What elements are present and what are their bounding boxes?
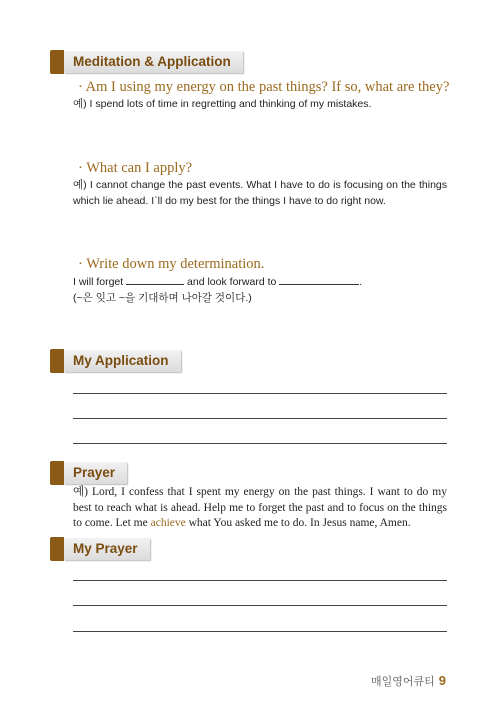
determination-line [73,274,447,290]
section-header-meditation [50,49,243,75]
tab-marker [50,349,64,373]
question-1: · Am I using my energy on the past things? If so, what are they? [78,79,450,95]
determination-text-3: . [359,276,363,288]
question-2: · What can I apply? [78,160,193,176]
section-title: Prayer [64,462,127,484]
prayer-accent-word: achieve [150,517,186,529]
section-header-my-prayer [50,536,150,562]
section-title: My Prayer [64,538,150,560]
page-number: 9 [438,673,446,688]
prayer-text [73,485,447,532]
determination-korean: (~은 잊고 ~을 기대하며 나아갈 것이다.) [73,292,252,304]
blank-forward[interactable] [279,274,359,285]
writing-line[interactable] [73,605,447,606]
tab-marker [50,50,64,74]
section-header-my-application [50,348,181,374]
prayer-text-start: 예) Lord, I confess that I spent my energy on the past things. I want to do my best to reach what is ahead. Help me to forget the past and to focus on the things to come. Let me [73,486,447,529]
writing-line[interactable] [73,393,447,394]
prayer-text-end: what You asked me to do. In Jesus name, Amen. [188,517,411,529]
section-header-prayer [50,460,127,486]
writing-line[interactable] [73,580,447,581]
answer-1: 예) I spend lots of time in regretting and thinking of my mistakes. [73,98,372,110]
footer-label: 매일영어큐티 [371,676,435,688]
writing-line[interactable] [73,418,447,419]
section-title: My Application [64,350,181,372]
tab-marker [50,461,64,485]
writing-line[interactable] [73,631,447,632]
tab-marker [50,537,64,561]
determination-text-1: I will forget [73,276,124,288]
answer-2: 예) I cannot change the past events. What I have to do is focusing on the things which lie ahead. I`ll do my best for the things I have to do right now. [73,179,447,207]
determination-text-2: and look forward to [187,276,277,288]
writing-line[interactable] [73,443,447,444]
question-3: · Write down my determination. [78,256,265,272]
blank-forget[interactable] [126,274,184,285]
section-title: Meditation & Application [64,51,243,73]
page-footer [371,673,446,689]
